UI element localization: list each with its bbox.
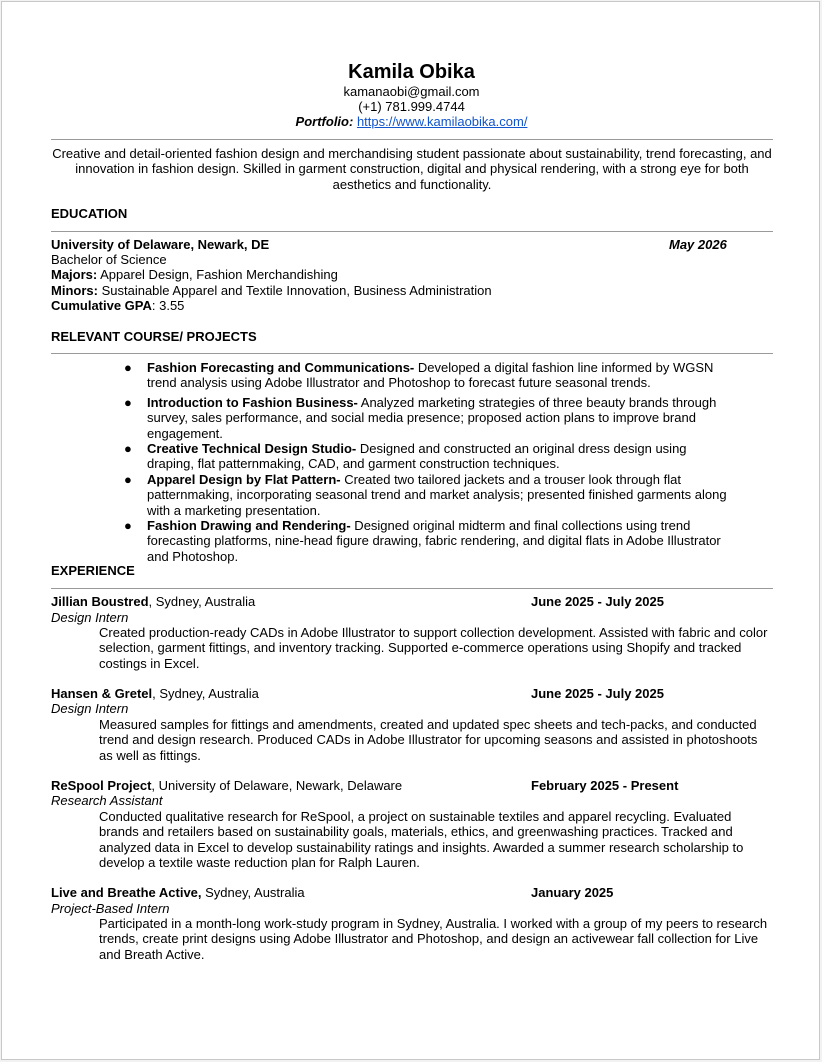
job-header <box>51 686 773 701</box>
project-item: Fashion Drawing and Rendering- Designed original midterm and final collections using trend forecasting platforms, nine-head figure drawing, fabric rendering, and digital flats in Adobe Illustrator and Photoshop. <box>147 518 721 564</box>
job-description: Conducted qualitative research for ReSpool, a project on sustainable textiles and apparel recycling. Evaluated brands and retailers based on sustainability goals, materials, ethics, and greenwashing practices. Tracked and analyzed data in Excel to develop sustainability ratings and insights. Awarded a summer research scholarship to develop a textile waste reduction plan for Ralph Lauren. <box>99 809 744 870</box>
job-description: Created production-ready CADs in Adobe Illustrator to support collection development. Assisted with fabric and color selection, garment fittings, and inventory tracking. Supported e-commerce operations using Shopify and tracked costings in Excel. <box>99 625 768 671</box>
job-dates: June 2025 - July 2025 <box>531 686 664 701</box>
school: University of Delaware, Newark, DE <box>51 237 270 252</box>
location: , University of Delaware, Newark, Delaware <box>151 778 403 793</box>
minors <box>51 283 492 298</box>
projects-heading: RELEVANT COURSE/ PROJECTS <box>51 329 257 344</box>
job-role: Project-Based Intern <box>51 901 170 916</box>
job-description: Participated in a month-long work-study program in Sydney, Australia. I worked with a group of my peers to research trends, create print designs using Adobe Illustrator and Photoshop, and design an activewear fall collection for Live and Breath Active. <box>99 916 768 962</box>
gpa-value: : 3.55 <box>151 298 185 313</box>
job-header <box>51 594 773 609</box>
bullet-icon: ● <box>124 395 132 410</box>
education-divider <box>51 231 773 232</box>
bullet-icon: ● <box>124 518 132 533</box>
location: Sydney, Australia <box>201 885 305 900</box>
header-divider <box>51 139 773 140</box>
education-heading: EDUCATION <box>51 206 128 221</box>
minors-label: Minors: <box>51 283 98 298</box>
bullet-icon: ● <box>124 472 132 487</box>
project-item: Creative Technical Design Studio- Designed and constructed an original dress design using draping, flat patternmaking, CAD, and garment construction techniques. <box>147 441 687 472</box>
company: Jillian Boustred <box>51 594 149 609</box>
job-header <box>51 885 773 900</box>
resume-page <box>1 1 820 1060</box>
job-dates: January 2025 <box>531 885 614 900</box>
company: Live and Breathe Active, <box>51 885 202 900</box>
graduation-date: May 2026 <box>669 237 727 252</box>
job-dates: February 2025 - Present <box>531 778 679 793</box>
majors <box>51 267 338 282</box>
project-item: Apparel Design by Flat Pattern- Created two tailored jackets and a trouser look through flat patternmaking, incorporating seasonal trend and market analysis; presented finished garments along with a marketing presentation. <box>147 472 727 518</box>
job-role: Design Intern <box>51 701 129 716</box>
candidate-name: Kamila Obika <box>348 61 475 83</box>
job-description: Measured samples for fittings and amendments, created and updated spec sheets and tech-packs, and conducted trend and design research. Produced CADs in Adobe Illustrator for upcoming seasons and assisted in photoshoots as well as fittings. <box>99 717 758 763</box>
degree: Bachelor of Science <box>51 252 167 267</box>
location: , Sydney, Australia <box>148 594 256 609</box>
summary: Creative and detail-oriented fashion design and merchandising student passionate about sustainability, trend forecasting, and innovation in fashion design. Skilled in garment construction, digital and physical rendering, with a strong eye for both aesthetics and functionality. <box>52 146 772 192</box>
email: kamanaobi@gmail.com <box>343 84 480 99</box>
education-row <box>51 237 773 252</box>
gpa-label: Cumulative GPA <box>51 298 152 313</box>
job-dates: June 2025 - July 2025 <box>531 594 664 609</box>
minors-value: Sustainable Apparel and Textile Innovation, Business Administration <box>101 283 492 298</box>
company: Hansen & Gretel <box>51 686 153 701</box>
company: ReSpool Project <box>51 778 152 793</box>
job-role: Research Assistant <box>51 793 163 808</box>
job-role: Design Intern <box>51 610 129 625</box>
phone: (+1) 781.999.4744 <box>358 99 465 114</box>
portfolio-line <box>2 114 821 129</box>
location: , Sydney, Australia <box>152 686 259 701</box>
project-item: Fashion Forecasting and Communications- Developed a digital fashion line informed by WGSN trend analysis using Adobe Illustrator and Photoshop to forecast future seasonal trends. <box>147 360 714 391</box>
bullet-icon: ● <box>124 360 132 375</box>
experience-divider <box>51 588 773 589</box>
job-header <box>51 778 773 793</box>
majors-label: Majors: <box>51 267 98 282</box>
project-item: Introduction to Fashion Business- Analyzed marketing strategies of three beauty brands through survey, sales performance, and social media presence; proposed action plans to improve brand engagement. <box>147 395 717 441</box>
bullet-icon: ● <box>124 441 132 456</box>
projects-divider <box>51 353 773 354</box>
portfolio-label: Portfolio: <box>295 114 354 129</box>
portfolio-link[interactable]: https://www.kamilaobika.com/ <box>356 114 528 129</box>
experience-heading: EXPERIENCE <box>51 563 135 578</box>
gpa <box>51 298 184 313</box>
majors-value: Apparel Design, Fashion Merchandishing <box>100 267 338 282</box>
